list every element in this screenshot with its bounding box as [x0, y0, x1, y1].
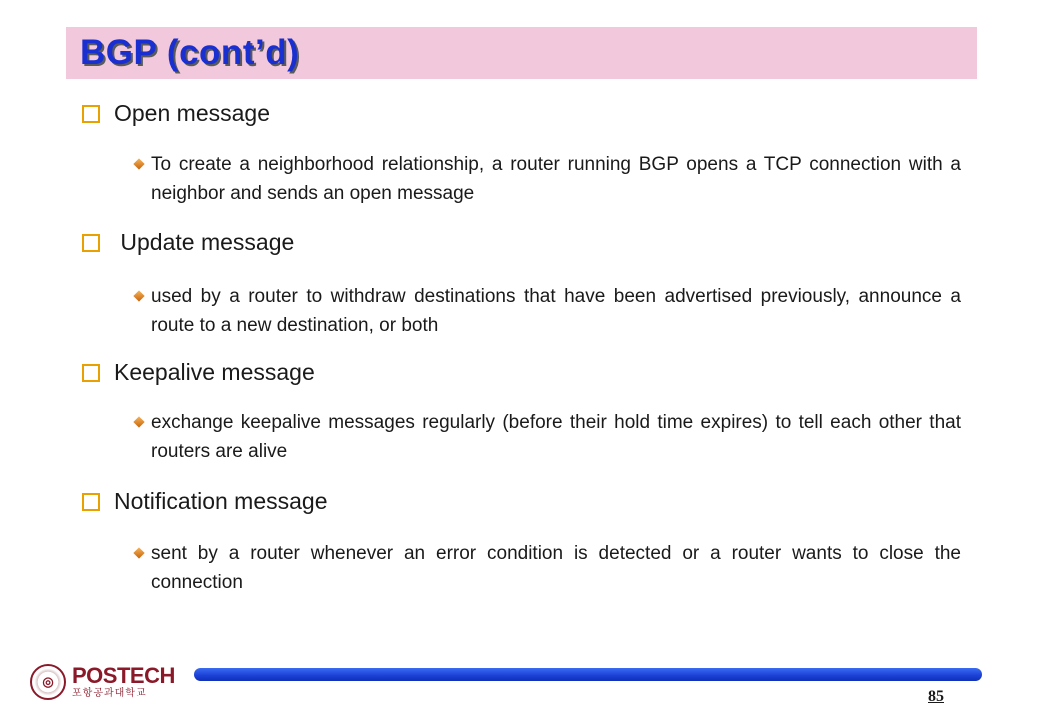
university-seal-icon: ◎ [30, 664, 66, 700]
bullet-item-open [82, 100, 270, 127]
sub-bullet-text [151, 408, 961, 466]
sub-bullet-body: sent by a router whenever an error condition is detected or a router wants to close the connection [151, 543, 961, 593]
sub-bullet-text [151, 282, 961, 340]
title-bar [66, 27, 977, 79]
square-bullet-icon [82, 493, 100, 511]
sub-bullet-text [151, 150, 961, 208]
sub-bullet-text [151, 539, 961, 597]
logo-main-text: POSTECH [72, 663, 175, 688]
sub-bullet-body: exchange keepalive messages regularly (before their hold time expires) to tell each other that routers are alive [151, 412, 961, 462]
bullet-item-keepalive [82, 359, 315, 386]
bullet-item-update [82, 229, 294, 256]
square-bullet-icon [82, 105, 100, 123]
bullet-item-notification [82, 488, 328, 515]
sub-bullet-body: To create a neighborhood relationship, a router running BGP opens a TCP connection with a neighbor and sends an open message [151, 154, 961, 204]
square-bullet-icon [82, 234, 100, 252]
diamond-bullet-icon [133, 416, 144, 427]
sub-bullet-body: used by a router to withdraw destinations that have been advertised previously, announce a route to a new destination, or both [151, 286, 961, 336]
postech-logo [30, 664, 175, 700]
slide-title: BGP (cont’d) [80, 33, 300, 72]
bullet-heading: Open message [114, 100, 270, 126]
diamond-bullet-icon [133, 547, 144, 558]
diamond-bullet-icon [133, 290, 144, 301]
diamond-bullet-icon [133, 158, 144, 169]
footer-bar [194, 668, 982, 681]
bullet-heading: Notification message [114, 488, 328, 514]
bullet-heading: Update message [114, 229, 295, 255]
bullet-heading: Keepalive message [114, 359, 315, 385]
logo-wordmark [72, 665, 175, 699]
square-bullet-icon [82, 364, 100, 382]
logo-sub-text: 포항공과대학교 [72, 688, 147, 699]
page-number: 85 [928, 688, 944, 705]
